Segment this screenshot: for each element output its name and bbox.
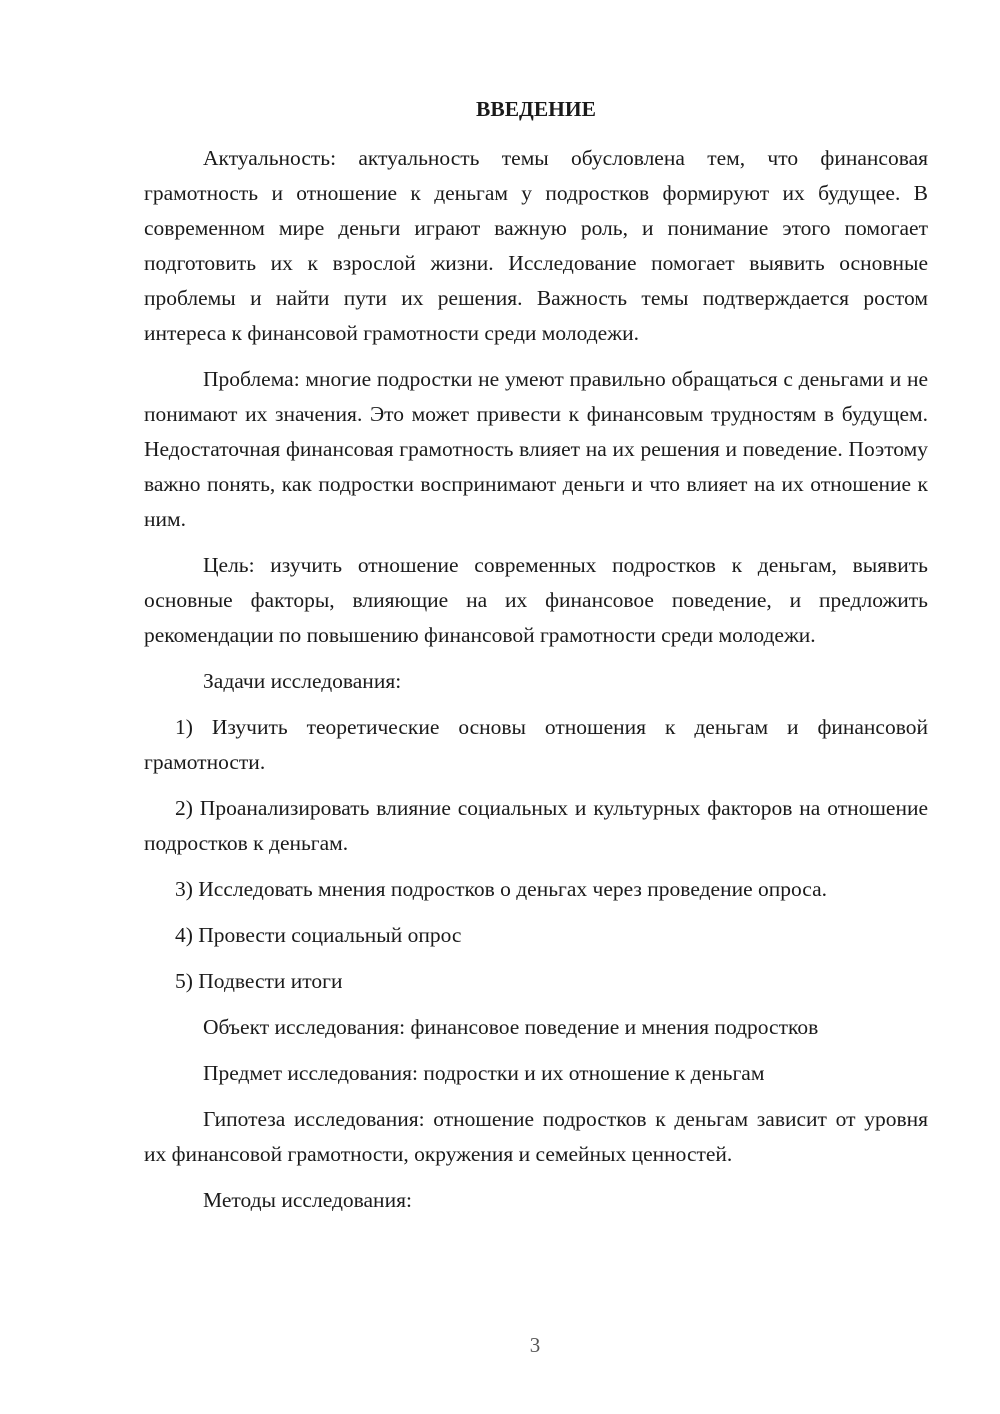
task-item-3: 3) Исследовать мнения подростков о деньгах через проведение опроса. (175, 877, 828, 901)
task-item-1: 1) Изучить теоретические основы отношения к деньгам и финансовой грамотности. (144, 715, 928, 774)
paragraph-problem: Проблема: многие подростки не умеют правильно обращаться с деньгами и не понимают их значения. Это может привести к финансовым трудностям в будущем. Недостаточная финансовая грамотность влияет на их решения и поведение. Поэтому важно понять, как подростки воспринимают деньги и что влияет на их отношение к ним. (144, 367, 928, 531)
document-page (144, 94, 928, 1229)
page-number: 3 (529, 1333, 541, 1357)
research-subject: Предмет исследования: подростки и их отношение к деньгам (203, 1061, 765, 1085)
paragraph-goal: Цель: изучить отношение современных подростков к деньгам, выявить основные факторы, влияющие на их финансовое поведение, и предложить рекомендации по повышению финансовой грамотности среди молодежи. (144, 553, 928, 647)
research-methods: Методы исследования: (203, 1188, 412, 1212)
page-title: ВВЕДЕНИЕ (476, 97, 596, 121)
task-item-2: 2) Проанализировать влияние социальных и культурных факторов на отношение подростков к деньгам. (144, 796, 928, 855)
task-item-5: 5) Подвести итоги (175, 969, 343, 993)
paragraph-relevance: Актуальность: актуальность темы обусловлена тем, что финансовая грамотность и отношение к деньгам у подростков формируют их будущее. В современном мире деньги играют важную роль, и понимание этого помогает подготовить их к взрослой жизни. Исследование помогает выявить основные проблемы и найти пути их решения. Важность темы подтверждается ростом интереса к финансовой грамотности среди молодежи. (144, 146, 928, 345)
research-hypothesis: Гипотеза исследования: отношение подростков к деньгам зависит от уровня их финансовой грамотности, окружения и семейных ценностей. (144, 1107, 928, 1166)
research-object: Объект исследования: финансовое поведение и мнения подростков (203, 1015, 819, 1039)
tasks-heading: Задачи исследования: (203, 669, 402, 693)
task-item-4: 4) Провести социальный опрос (175, 923, 462, 947)
